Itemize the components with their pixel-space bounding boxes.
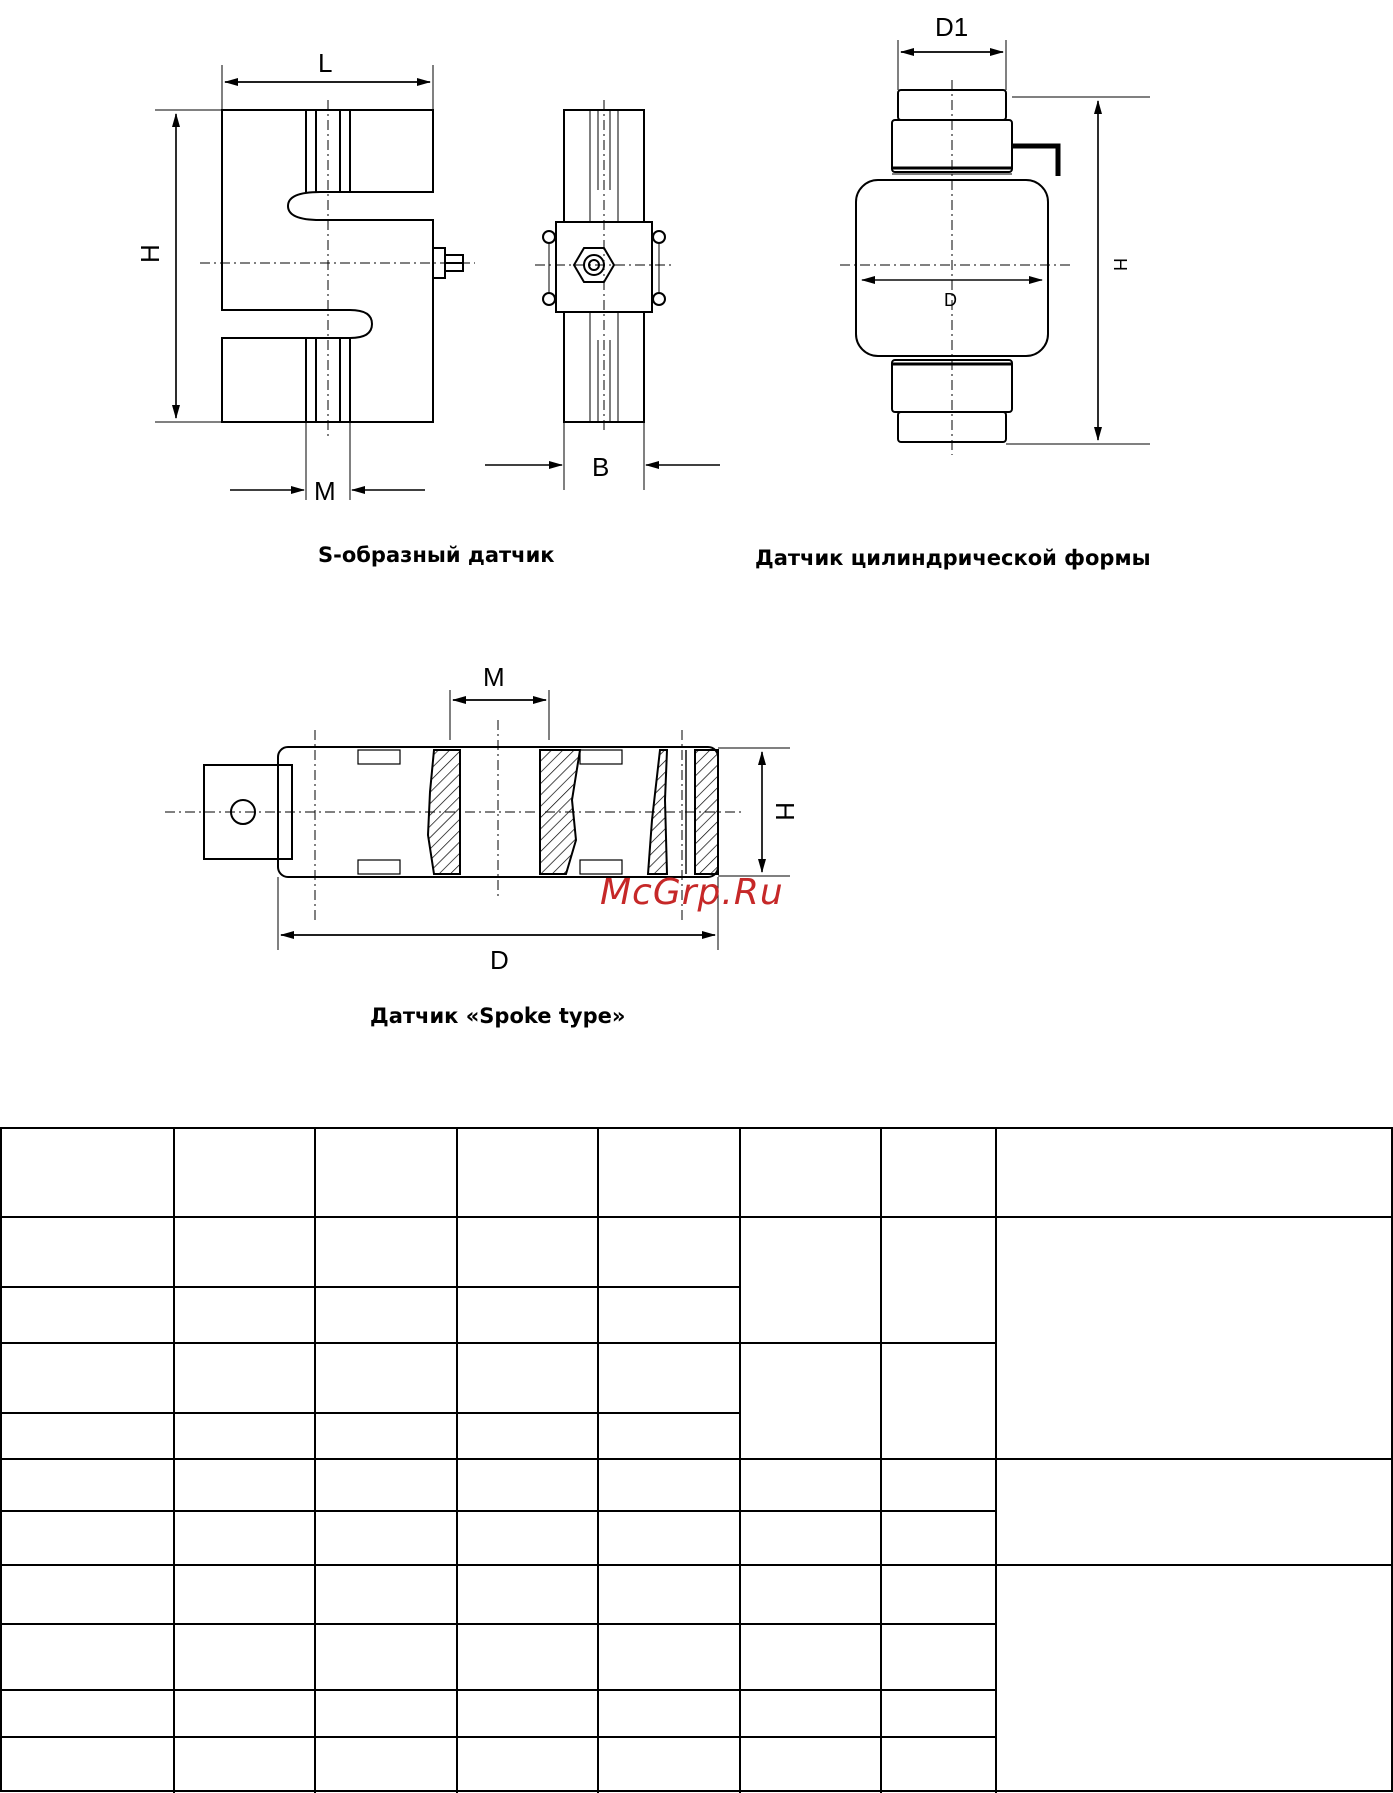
cylinder-sensor-drawing: [840, 40, 1150, 455]
spec-table-grid: [0, 1127, 1393, 1793]
spoke-label-height: H: [770, 802, 800, 821]
spoke-label-mount: M: [483, 662, 505, 692]
s-sensor-caption: S-образный датчик: [318, 543, 555, 567]
watermark: McGrp.Ru: [600, 872, 784, 913]
s-label-length: L: [318, 48, 333, 78]
s-sensor-drawing: [155, 65, 720, 500]
spec-table: [0, 1127, 1393, 1793]
cylinder-label-height: H: [1110, 258, 1130, 271]
spoke-label-diameter: D: [490, 945, 509, 975]
s-label-height: H: [135, 244, 165, 263]
s-label-width: B: [592, 452, 610, 482]
cylinder-label-top-diameter: D1: [935, 12, 969, 42]
cylinder-sensor-caption: Датчик цилиндрической формы: [755, 546, 1151, 570]
spoke-sensor-caption: Датчик «Spoke type»: [370, 1004, 626, 1028]
cylinder-label-diameter: D: [944, 290, 957, 310]
s-label-mount: M: [314, 476, 336, 506]
